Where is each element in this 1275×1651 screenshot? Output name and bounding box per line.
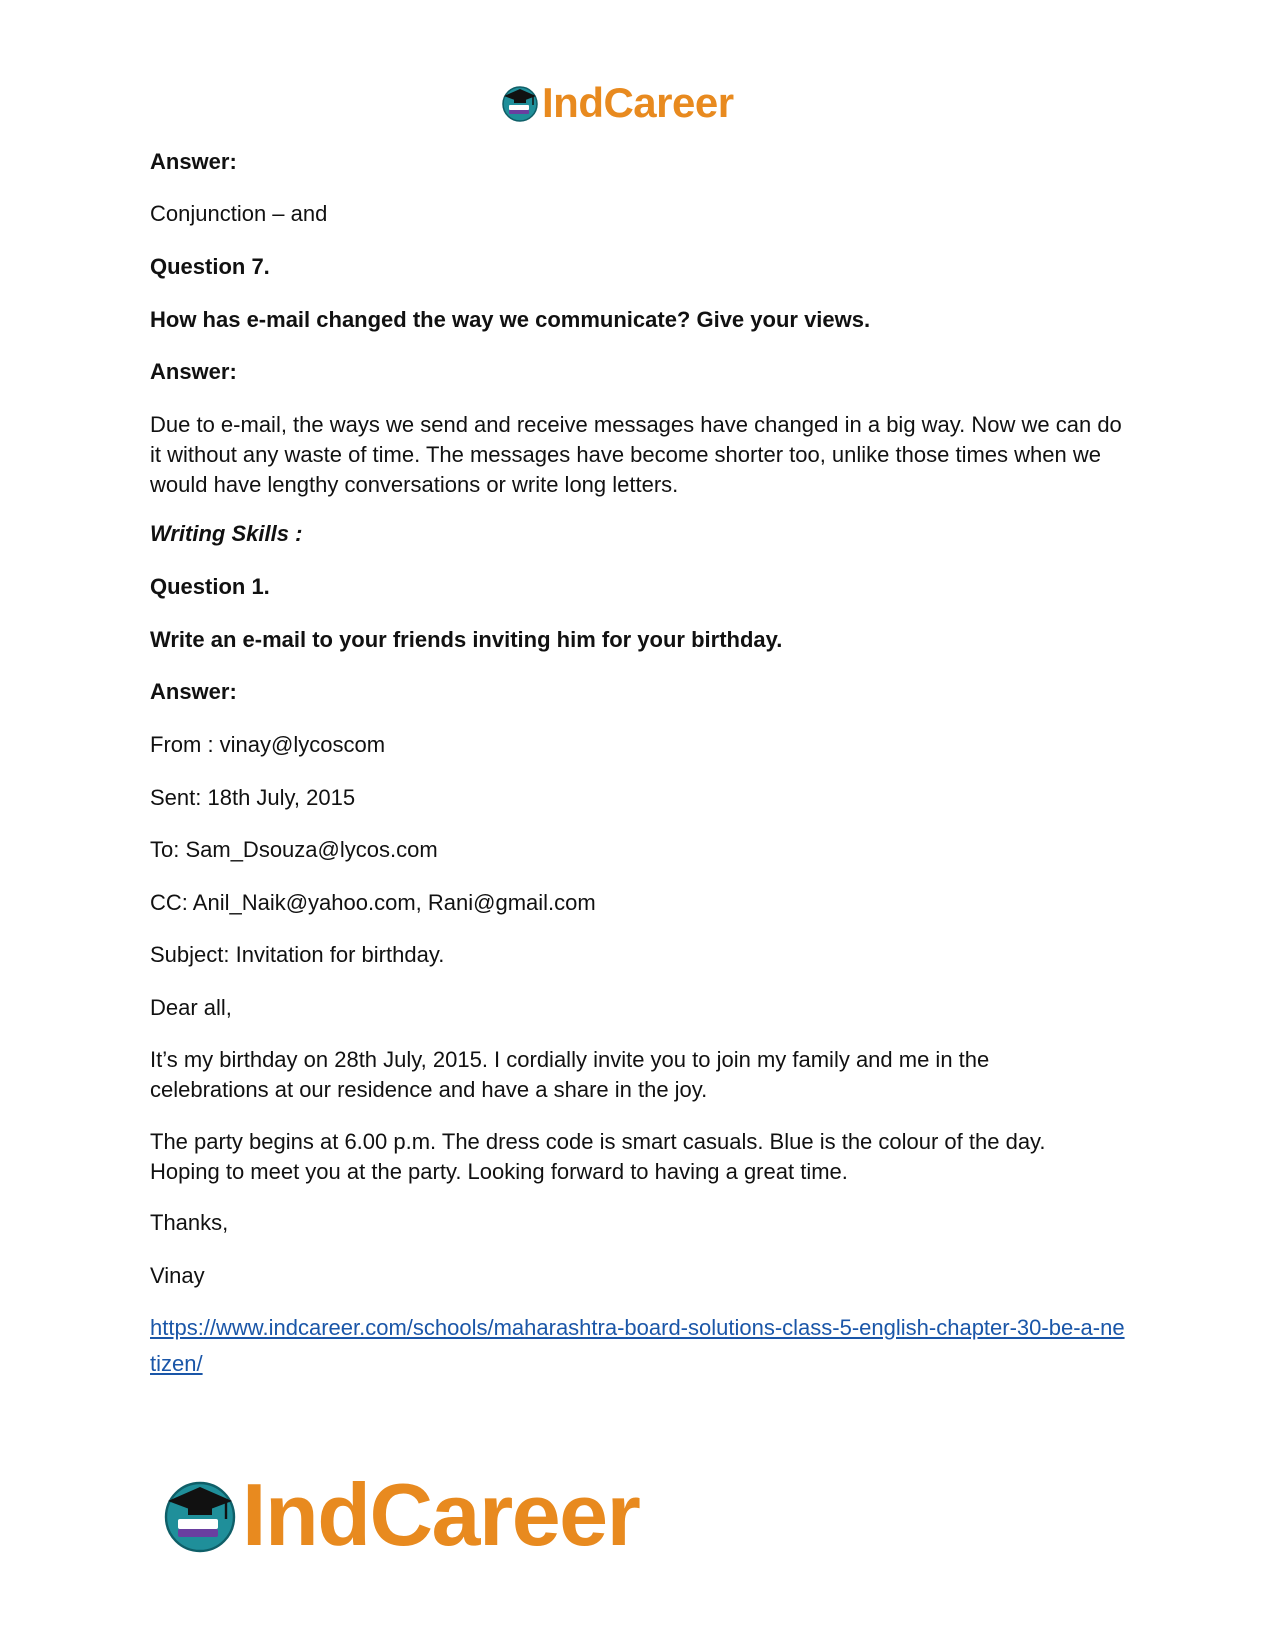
section-heading: Writing Skills :	[150, 521, 303, 546]
graduation-cap-icon	[500, 83, 540, 123]
question-label: Question 1.	[150, 574, 270, 599]
email-paragraph: The party begins at 6.00 p.m. The dress code is smart casuals. Blue is the colour of the day. Hoping to meet you at the party. Looking forward to having a great time.	[150, 1129, 1046, 1184]
source-link[interactable]: https://www.indcareer.com/schools/maharashtra-board-solutions-class-5-english-chapter-30-be-a-netizen/	[150, 1315, 1125, 1376]
logo-wordmark: IndCareer	[242, 1465, 640, 1564]
answer-label: Answer:	[150, 359, 237, 384]
question-text: How has e-mail changed the way we communicate? Give your views.	[150, 307, 871, 332]
graduation-cap-icon	[160, 1475, 240, 1555]
email-signature: Vinay	[150, 1263, 205, 1288]
answer-label: Answer:	[150, 149, 237, 174]
answer-text: Conjunction – and	[150, 201, 328, 226]
indcareer-logo-header	[500, 78, 734, 128]
email-greeting: Dear all,	[150, 995, 232, 1020]
logo-wordmark: IndCareer	[542, 79, 734, 126]
email-from: From : vinay@lycoscom	[150, 732, 386, 757]
answer-paragraph: Due to e-mail, the ways we send and receive messages have changed in a big way. Now we can do it without any waste of time. The messages have become shorter too, unlike those times when we would have lengthy conversations or write long letters.	[150, 412, 1122, 497]
question-text: Write an e-mail to your friends inviting him for your birthday.	[150, 627, 783, 652]
email-sent: Sent: 18th July, 2015	[150, 785, 356, 810]
indcareer-logo-footer	[160, 1465, 640, 1564]
answer-label: Answer:	[150, 679, 237, 704]
email-closing: Thanks,	[150, 1210, 229, 1235]
email-paragraph: It’s my birthday on 28th July, 2015. I cordially invite you to join my family and me in the celebrations at our residence and have a share in the joy.	[150, 1047, 990, 1102]
email-subject: Subject: Invitation for birthday.	[150, 942, 445, 967]
question-label: Question 7.	[150, 254, 270, 279]
email-cc: CC: Anil_Naik@yahoo.com, Rani@gmail.com	[150, 890, 596, 915]
email-to: To: Sam_Dsouza@lycos.com	[150, 837, 438, 862]
